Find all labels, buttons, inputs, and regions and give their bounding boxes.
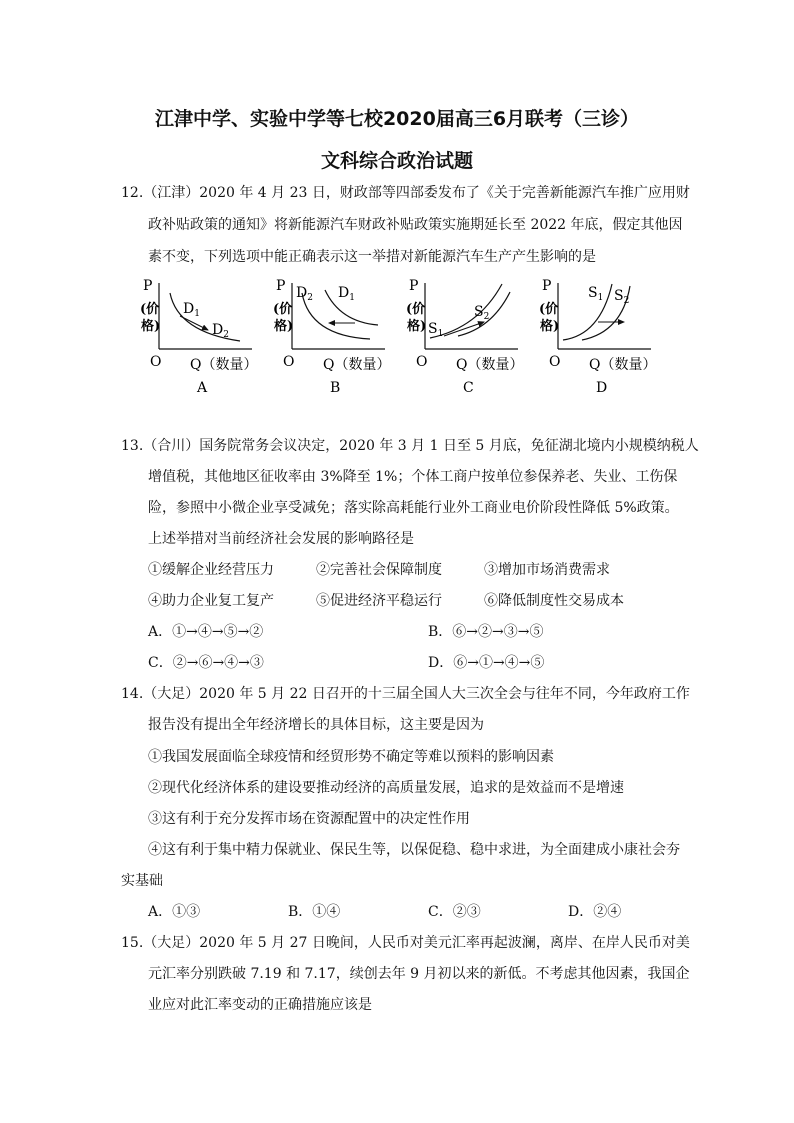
graph-c-letter: C xyxy=(463,380,474,396)
q13-stem-line3: 险，参照中小微企业享受减免；落实除高耗能行业外工商业电价阶段性降低 5%政策。 xyxy=(148,500,679,516)
exam-title: 江津中学、实验中学等七校2020届高三6月联考（三诊） xyxy=(154,108,640,130)
q14-choice-a: A．①③ xyxy=(148,904,201,920)
q13-choice-a: A．①→④→⑤→② xyxy=(148,624,264,640)
graph-a-axis-p: P xyxy=(143,278,153,294)
q13-item-1: ①缓解企业经营压力 xyxy=(148,562,274,578)
graph-a-label-d1: $D_1$ xyxy=(183,301,200,319)
graph-c-axis-q: Q（数量） xyxy=(456,357,524,373)
graph-d-origin: O xyxy=(549,354,561,370)
graph-a-price-1: (价 xyxy=(140,302,160,317)
graph-c xyxy=(406,278,523,396)
q13-item-4: ④助力企业复工复产 xyxy=(148,593,274,609)
q15-stem-line3: 业应对此汇率变动的正确措施应该是 xyxy=(148,997,372,1013)
graph-a-origin: O xyxy=(150,354,162,370)
graph-c-price-2: 格) xyxy=(407,319,427,334)
q14-statement-1: ①我国发展面临全球疫情和经贸形势不确定等难以预料的影响因素 xyxy=(148,749,554,765)
q14-stem-line1: 14.（大足）2020 年 5 月 22 日召开的十三届全国人大三次全会与往年不同，今年政府工作 xyxy=(121,686,690,702)
q15-stem-line1: 15.（大足）2020 年 5 月 27 日晚间，人民币对美元汇率再起波澜，离岸、在岸人民币对美 xyxy=(121,935,690,951)
graph-d xyxy=(539,278,656,396)
q13-item-3: ③增加市场消费需求 xyxy=(484,562,610,578)
q14-choice-c: C．②③ xyxy=(428,904,481,920)
graph-b-letter: B xyxy=(330,380,341,396)
graph-a-price-2: 格) xyxy=(141,319,161,334)
graph-a-letter: A xyxy=(197,380,208,396)
graph-a-curve xyxy=(170,293,240,341)
q14-stem-line2: 报告没有提出全年经济增长的具体目标，这主要是因为 xyxy=(148,717,484,733)
graph-b-label-d1: $D_1$ xyxy=(338,285,355,303)
q12-stem-line2: 政补贴政策的通知》将新能源汽车财政补贴政策实施期延长至 2022 年底，假定其他因 xyxy=(148,217,683,233)
graph-b-price-1: (价 xyxy=(273,302,293,317)
q13-choice-b: B．⑥→②→③→⑤ xyxy=(428,624,544,640)
graph-c-price-1: (价 xyxy=(406,302,426,317)
graph-c-label-s1: $S_1$ xyxy=(428,321,444,339)
graph-a xyxy=(140,278,257,396)
q13-item-5: ⑤促进经济平稳运行 xyxy=(316,593,442,609)
graph-b-price-2: 格) xyxy=(274,319,294,334)
graph-d-letter: D xyxy=(596,380,608,396)
graph-d-label-s2: $S_2$ xyxy=(614,288,630,306)
graph-a-label-d2: $D_2$ xyxy=(212,322,229,340)
graph-d-axis-p: P xyxy=(542,278,552,294)
graph-c-origin: O xyxy=(416,354,428,370)
graph-d-axis-q: Q（数量） xyxy=(589,357,657,373)
q13-stem-line2: 增值税，其他地区征收率由 3%降至 1%；个体工商户按单位参保养老、失业、工伤保 xyxy=(148,469,678,485)
q14-statement-2: ②现代化经济体系的建设要推动经济的高质量发展，追求的是效益而不是增速 xyxy=(148,780,624,796)
q14-statement-4-cont: 实基础 xyxy=(121,873,163,889)
graph-a-axis-q: Q（数量） xyxy=(190,357,258,373)
graph-b-axis-q: Q（数量） xyxy=(323,357,391,373)
graph-d-price-2: 格) xyxy=(540,319,560,334)
graph-b-axis-p: P xyxy=(276,278,286,294)
q12-stem-line3: 素不变，下列选项中能正确表示这一举措对新能源汽车生产产生影响的是 xyxy=(148,249,596,265)
q13-stem-line1: 13.（合川）国务院常务会议决定，2020 年 3 月 1 日至 5 月底，免征湖北境内小规模纳税人 xyxy=(121,438,699,454)
q13-stem-line4: 上述举措对当前经济社会发展的影响路径是 xyxy=(148,531,414,547)
q13-item-2: ②完善社会保障制度 xyxy=(316,562,442,578)
q13-item-6: ⑥降低制度性交易成本 xyxy=(484,593,624,609)
graph-c-label-s2: $S_2$ xyxy=(474,304,490,322)
q14-statement-4: ④这有利于集中精力保就业、保民生等，以保促稳、稳中求进，为全面建成小康社会夯 xyxy=(148,842,680,858)
graph-b-origin: O xyxy=(283,354,295,370)
q12-stem-line1: 12.（江津）2020 年 4 月 23 日，财政部等四部委发布了《关于完善新能源汽车推广应用财 xyxy=(121,185,690,201)
graph-b-label-d2: $D_2$ xyxy=(296,285,313,303)
q13-choice-d: D．⑥→①→④→⑤ xyxy=(428,655,545,671)
graph-d-label-s1: $S_1$ xyxy=(588,285,604,303)
q15-stem-line2: 元汇率分别跌破 7.19 和 7.17，续创去年 9 月初以来的新低。不考虑其他因素，我国企 xyxy=(148,966,690,982)
graph-c-axis-p: P xyxy=(409,278,419,294)
graph-d-price-1: (价 xyxy=(539,302,559,317)
q14-choice-b: B．①④ xyxy=(288,904,341,920)
q14-choice-d: D．②④ xyxy=(568,904,622,920)
q14-statement-3: ③这有利于充分发挥市场在资源配置中的决定性作用 xyxy=(148,811,470,827)
graph-b xyxy=(273,278,390,396)
exam-subtitle: 文科综合政治试题 xyxy=(320,150,473,172)
q13-choice-c: C．②→⑥→④→③ xyxy=(148,655,264,671)
